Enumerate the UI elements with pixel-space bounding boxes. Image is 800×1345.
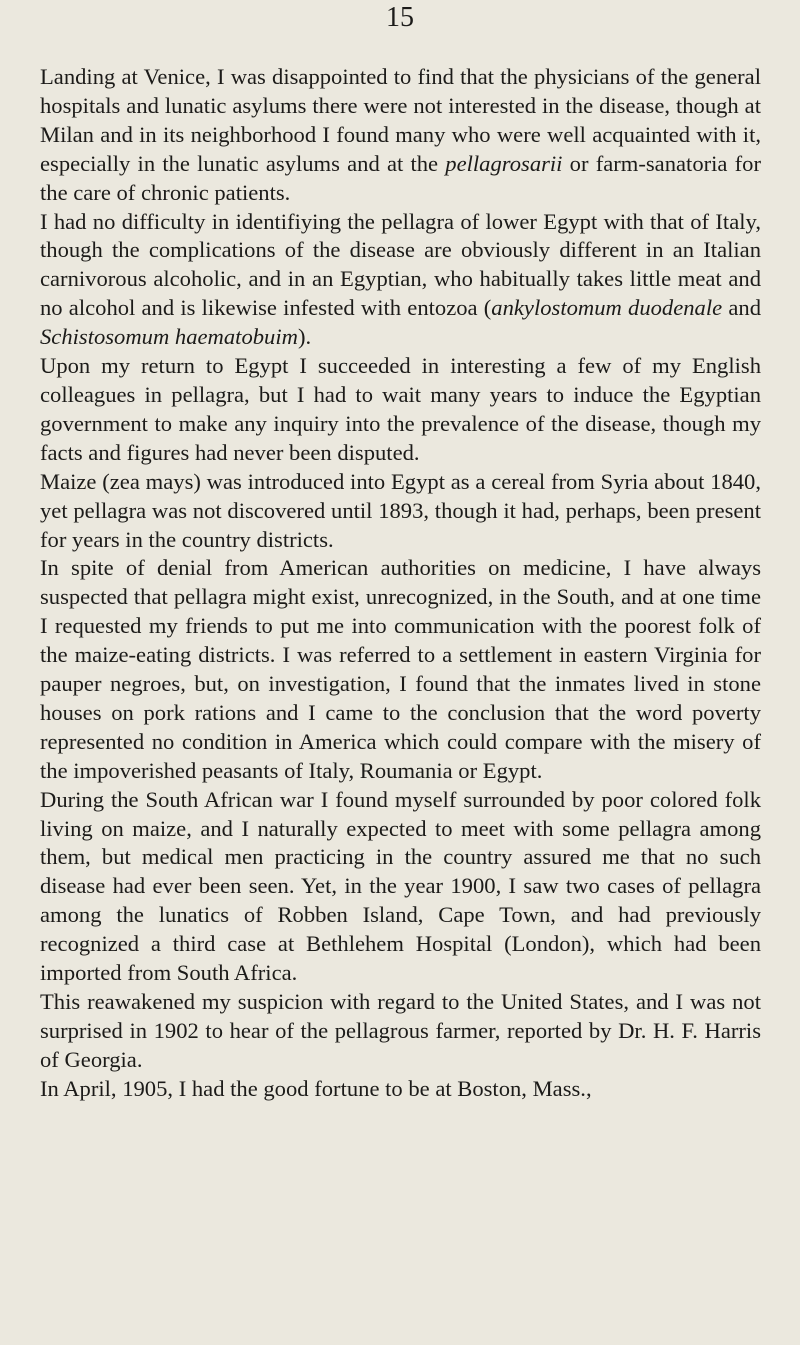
body-text [40,63,761,1104]
paragraph-4: Maize (zea mays) was introduced into Egypt as a cereal from Syria about 1840, yet pellagra was not discovered until 1893, though it had, perhaps, been present for years in the country districts. [40,468,761,552]
paragraph-1: Landing at Venice, I was disappointed to find that the physicians of the general hospitals and lunatic asylums there were not interested in the disease, though at Milan and in its neighborhood I found many who were well acquainted with it, especially in the lunatic asylums and at the pellagrosarii or farm-sanatoria for the care of chronic patients. [40,64,761,205]
paragraph-8: In April, 1905, I had the good fortune to be at Boston, Mass., [40,1075,592,1101]
page-number: 15 [386,2,414,33]
paragraph-5: In spite of denial from American authorities on medicine, I have always suspected that pellagra might exist, unrecognized, in the South, and at one time I requested my friends to put me into communication with the poorest folk of the maize-eating districts. I was referred to a settlement in eastern Virginia for pauper negroes, but, on investigation, I found that the inmates lived in stone houses on pork rations and I came to the conclusion that the word poverty represented no condition in America which could compare with the misery of the impoverished peasants of Italy, Roumania or Egypt. [40,555,761,783]
paragraph-2: I had no difficulty in identifiying the pellagra of lower Egypt with that of Italy, though the complications of the disease are obviously different in an Italian carnivorous alcoholic, and in an Egyptian, who habitually takes little meat and no alcohol and is likewise infested with entozoa (ankylostomum duodenale and Schistosomum haematobuim). [40,208,761,350]
paragraph-3: Upon my return to Egypt I succeeded in interesting a few of my English colleagues in pellagra, but I had to wait many years to induce the Egyptian government to make any inquiry into the prevalence of the disease, though my facts and figures had never been disputed. [40,353,761,465]
paragraph-6: During the South African war I found myself surrounded by poor colored folk living on maize, and I naturally expected to meet with some pellagra among them, but medical men practicing in the country assured me that no such disease had ever been seen. Yet, in the year 1900, I saw two cases of pellagra among the lunatics of Robben Island, Cape Town, and had previously recognized a third case at Bethlehem Hospital (London), which had been imported from South Africa. [40,786,761,986]
paragraph-7: This reawakened my suspicion with regard to the United States, and I was not surprised in 1902 to hear of the pellagrous farmer, reported by Dr. H. F. Harris of Georgia. [40,989,761,1072]
